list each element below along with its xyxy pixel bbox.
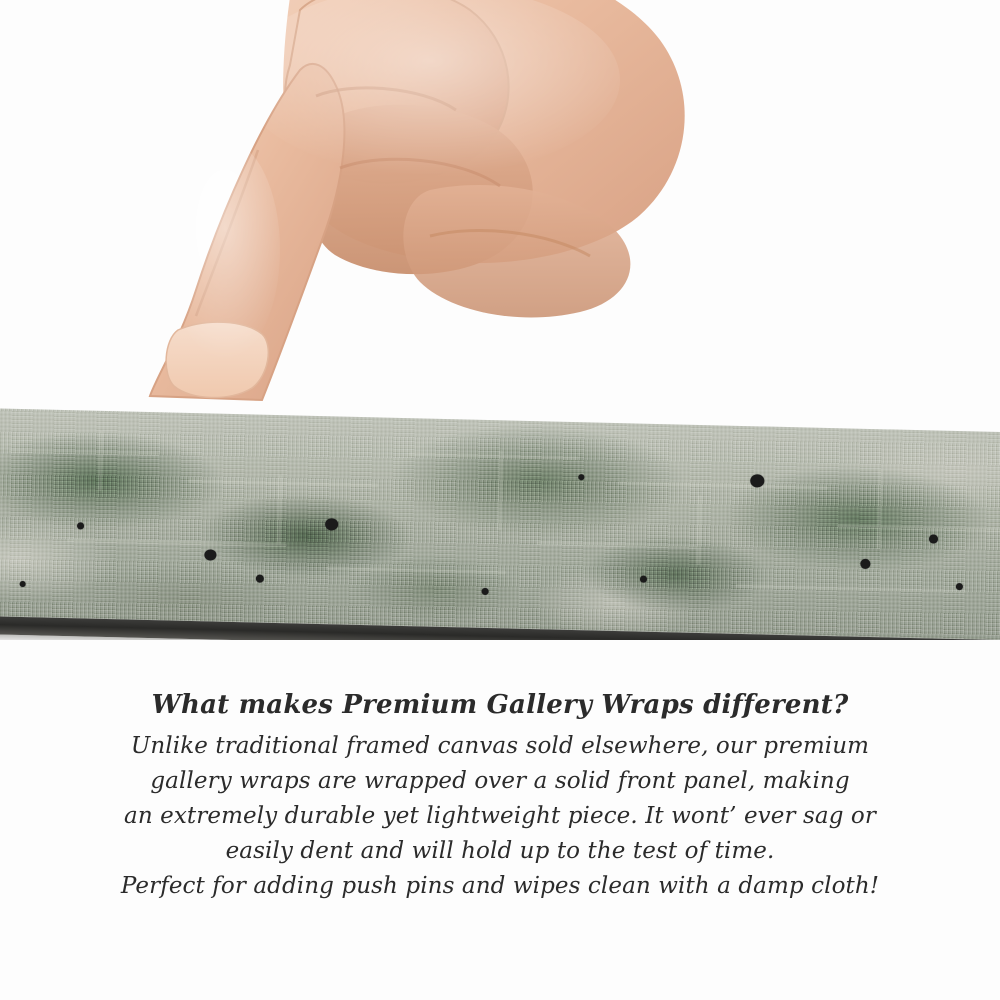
thumb-highlight: [170, 140, 280, 360]
caption-line-5: Perfect for adding push pins and wipes clean with a damp cloth!: [120, 873, 880, 899]
caption-line-1: Unlike traditional framed canvas sold elsewhere, our premium: [130, 733, 870, 759]
caption-heading: What makes Premium Gallery Wraps different?: [151, 690, 849, 720]
hand-illustration: [0, 0, 1000, 420]
print-speck: [578, 474, 584, 480]
caption-line-2: gallery wraps are wrapped over a solid front panel, making: [150, 768, 850, 794]
caption-line-3: an extremely durable yet lightweight piece. It wont’ ever sag or: [124, 803, 876, 829]
canvas-texture-overlay: [0, 408, 1000, 640]
caption-line-4: easily dent and will hold up to the test of time.: [225, 838, 775, 864]
caption-block: [0, 690, 1000, 904]
gallery-wrap-edge: [0, 400, 1000, 640]
hand-photo: [0, 0, 1000, 420]
print-speck: [20, 581, 26, 587]
